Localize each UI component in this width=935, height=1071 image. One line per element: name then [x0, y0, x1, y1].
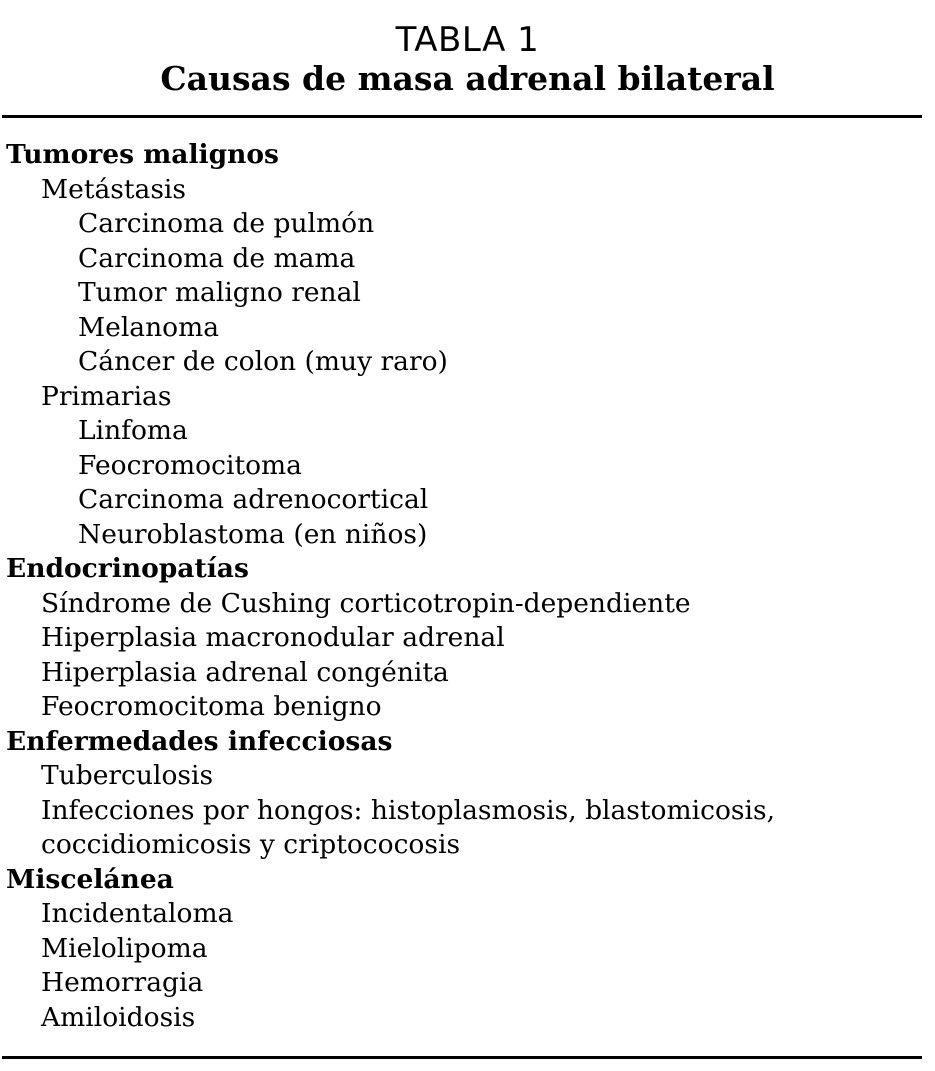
table-number: TABLA 1	[395, 20, 540, 60]
category-heading: Endocrinopatías	[6, 553, 249, 584]
subcategory-item: Primarias	[41, 380, 172, 412]
cause-item: Tumor maligno renal	[78, 277, 361, 308]
cause-item: Hiperplasia adrenal congénita	[41, 656, 449, 688]
category-heading: Miscelánea	[6, 863, 174, 895]
cause-item: Tuberculosis	[41, 760, 214, 791]
cause-item: Cáncer de colon (muy raro)	[78, 346, 448, 377]
cause-item: Carcinoma de mama	[78, 242, 356, 274]
category-heading: Tumores malignos	[6, 139, 279, 170]
cause-item: Hemorragia	[41, 967, 204, 998]
table-title: Causas de masa adrenal bilateral	[160, 59, 775, 98]
bottom-rule	[2, 1056, 922, 1059]
subcategory-item: Metástasis	[41, 173, 186, 205]
cause-item: Carcinoma de pulmón	[78, 208, 375, 239]
cause-item: Carcinoma adrenocortical	[78, 484, 429, 515]
cause-item: Melanoma	[78, 311, 220, 343]
cause-item: Infecciones por hongos: histoplasmosis, blastomicosis,	[41, 794, 776, 826]
top-rule	[2, 115, 922, 118]
cause-item: Linfoma	[78, 415, 188, 446]
cause-item: Feocromocitoma	[78, 449, 302, 481]
cause-item: Síndrome de Cushing corticotropin-dependiente	[41, 587, 691, 619]
cause-item: Feocromocitoma benigno	[41, 691, 382, 722]
table-entries	[6, 138, 921, 1035]
cause-item: Incidentaloma	[41, 898, 234, 929]
category-heading: Enfermedades infecciosas	[6, 725, 393, 757]
cause-item: Amiloidosis	[41, 1001, 196, 1033]
cause-item: Neuroblastoma (en niños)	[78, 518, 428, 550]
cause-item: Hiperplasia macronodular adrenal	[41, 622, 505, 653]
cause-item-continuation: coccidiomicosis y criptococosis	[41, 829, 461, 860]
cause-item: Mielolipoma	[41, 932, 208, 964]
